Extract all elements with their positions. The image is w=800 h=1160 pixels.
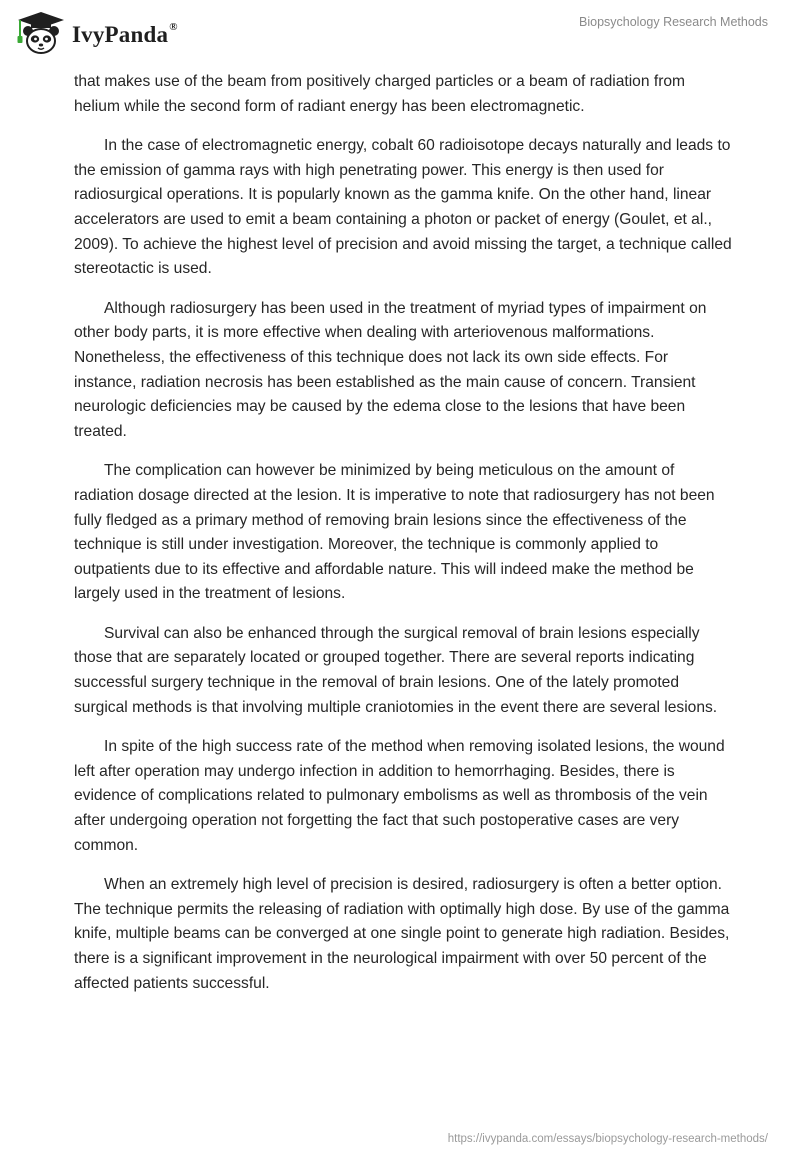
- brand-logo[interactable]: [14, 10, 178, 56]
- source-url-link[interactable]: https://ivypanda.com/essays/biopsychology-research-methods/: [447, 1133, 768, 1145]
- paragraph-4: The complication can however be minimized by being meticulous on the amount of radiation dosage directed at the lesion. It is imperative to note that radiosurgery has not been fully fledged as a primary method of removing brain lesions since the effectiveness of the technique is still under investigation. Moreover, the technique is commonly applied to outpatients due to its effective and affordable nature. This will indeed make the method be largely used in the treatment of lesions.: [74, 462, 715, 603]
- document-title: Biopsychology Research Methods: [579, 15, 768, 29]
- brand-name: IvyPanda®: [72, 21, 178, 47]
- essay-body: [74, 70, 734, 1011]
- page-header: [0, 0, 800, 64]
- paragraph-5: Survival can also be enhanced through the surgical removal of brain lesions especially those that are separately located or grouped together. There are several reports indicating successful surgery technique in the removal of brain lesions. One of the lately promoted surgical methods is that involving multiple craniotomies in the event there are several lesions.: [74, 624, 718, 716]
- paragraph-6: In spite of the high success rate of the method when removing isolated lesions, the wound left after operation may undergo infection in addition to hemorrhaging. Besides, there is evidence of complications related to pulmonary embolisms as well as thrombosis of the vein after undergoing operation not forgetting the fact that such postoperative cases are very common.: [74, 738, 725, 854]
- paragraph-3: Although radiosurgery has been used in the treatment of myriad types of impairment on other body parts, it is more effective when dealing with arteriovenous malformations. Nonetheless, the effectiveness of this technique does not lack its own side effects. For instance, radiation necrosis has been established as the main cause of concern. Transient neurologic deficiencies may be caused by the edema close to the lesions that have been treated.: [74, 299, 707, 440]
- registered-mark: ®: [169, 21, 178, 34]
- paragraph-2: In the case of electromagnetic energy, cobalt 60 radioisotope decays naturally and leads to the emission of gamma rays with high penetrating power. This energy is then used for radiosurgical operations. It is popularly known as the gamma knife. On the other hand, linear accelerators are used to emit a beam containing a photon or packet of energy (Goulet, et al., 2009). To achieve the highest level of precision and avoid missing the target, a technique called stereotactic is used.: [74, 137, 732, 278]
- paragraph-7: When an extremely high level of precision is desired, radiosurgery is often a better option. The technique permits the releasing of radiation with optimally high dose. By use of the gamma knife, multiple beams can be converged at one single point to generate high radiation. Besides, there is a significant improvement in the neurological impairment with over 50 percent of the affected patients successful.: [74, 876, 730, 992]
- paragraph-1: that makes use of the beam from positively charged particles or a beam of radiation from helium while the second form of radiant energy has been electromagnetic.: [74, 73, 686, 115]
- panda-logo-icon: [14, 10, 68, 56]
